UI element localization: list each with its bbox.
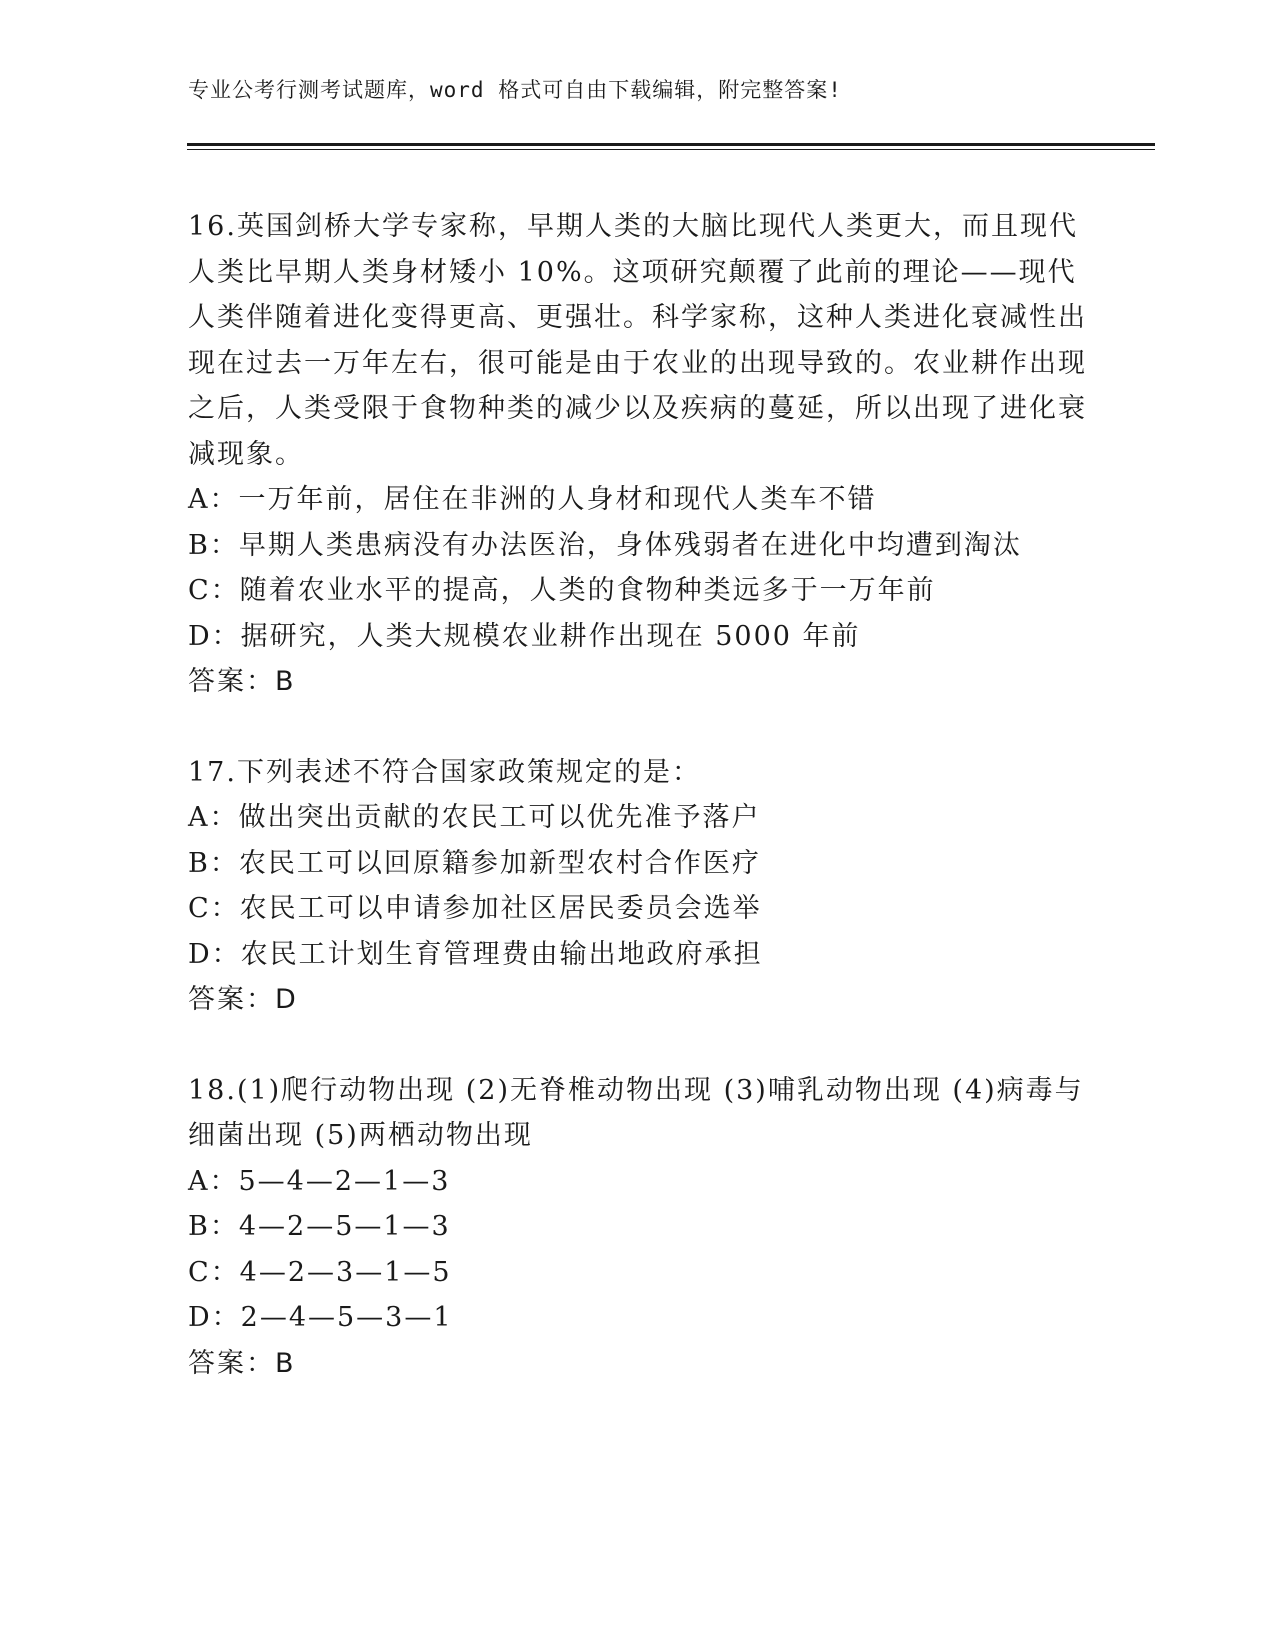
question-list: [188, 204, 1088, 1431]
answer-line: 答案：B: [188, 666, 296, 697]
option-a: A：一万年前，居住在非洲的人身材和现代人类车不错: [188, 484, 877, 515]
option-d: D：2—4—5—3—1: [188, 1302, 453, 1333]
answer-line: 答案：B: [188, 1347, 296, 1379]
question-18: [188, 1068, 1088, 1387]
option-a: A：5—4—2—1—3: [188, 1165, 451, 1197]
option-a: A：做出突出贡献的农民工可以优先准予落户: [188, 802, 761, 833]
answer-line: 答案：D: [188, 984, 298, 1015]
question-stem: 16.英国剑桥大学专家称，早期人类的大脑比现代人类更大，而且现代人类比早期人类身材矮小 10%。这项研究颠覆了此前的理论——现代人类伴随着进化变得更高、更强壮。科学家称，这种人类进化衰减性出现在过去一万年左右，很可能是由于农业的出现导致的。农业耕作出现之后，人类受限于食物种类的减少以及疾病的蔓延，所以出现了进化衰减现象。: [188, 211, 1087, 470]
question-16: [188, 204, 1088, 705]
option-c: C：农民工可以申请参加社区居民委员会选举: [188, 893, 762, 924]
page-header: 专业公考行测考试题库，word 格式可自由下载编辑，附完整答案!: [188, 78, 842, 102]
option-d: D：农民工计划生育管理费由输出地政府承担: [188, 938, 763, 970]
option-d: D：据研究，人类大规模农业耕作出现在 5000 年前: [188, 620, 861, 652]
option-c: C：随着农业水平的提高，人类的食物种类远多于一万年前: [188, 575, 936, 606]
question-17: [188, 750, 1088, 1023]
option-b: B：4—2—5—1—3: [188, 1211, 451, 1242]
question-stem: 17.下列表述不符合国家政策规定的是：: [188, 756, 701, 788]
option-b: B：农民工可以回原籍参加新型农村合作医疗: [188, 847, 761, 879]
option-b: B：早期人类患病没有办法医治，身体残弱者在进化中均遭到淘汰: [188, 529, 1022, 561]
option-c: C：4—2—3—1—5: [188, 1256, 452, 1288]
question-stem: 18.(1)爬行动物出现 (2)无脊椎动物出现 (3)哺乳动物出现 (4)病毒与细菌出现 (5)两栖动物出现: [188, 1074, 1084, 1151]
header-divider: [187, 143, 1155, 150]
